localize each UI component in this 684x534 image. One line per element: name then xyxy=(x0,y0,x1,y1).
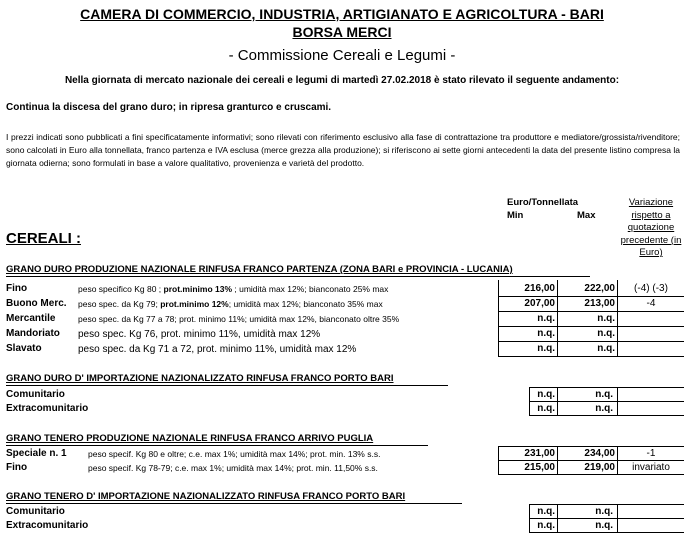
row-description: peso spec. da Kg 71 a 72, prot. minimo 11%, umidità max 12% xyxy=(78,344,357,355)
row-description: peso spec. da Kg 77 a 78; prot. minimo 11%; umidità max 12%, bianconato oltre 35% xyxy=(78,314,400,324)
row-label: Extracomunitario xyxy=(6,403,89,414)
row-description: peso specif. Kg 80 e oltre; c.e. max 1%; umidità max 14%; prot. min. 13% s.s. xyxy=(88,449,381,459)
section-title: GRANO TENERO PRODUZIONE NAZIONALE RINFUSA FRANCO ARRIVO PUGLIA xyxy=(6,433,374,444)
price-max: n.q. xyxy=(597,343,615,354)
row-label: Comunitario xyxy=(6,506,65,517)
section-title: GRANO TENERO D' IMPORTAZIONE NAZIONALIZZATO RINFUSA FRANCO PORTO BARI xyxy=(6,491,406,502)
unit-heading: Euro/Tonnellata xyxy=(507,197,579,208)
row-label: Fino xyxy=(6,283,28,294)
section-title: GRANO DURO D' IMPORTAZIONE NAZIONALIZZATO RINFUSA FRANCO PORTO BARI xyxy=(6,373,394,384)
price-min: 215,00 xyxy=(524,462,555,473)
price-max: n.q. xyxy=(595,506,613,517)
price-variation: -1 xyxy=(646,448,656,459)
row-description: peso spec. da Kg 79; prot.minimo 12%; umidità max 12%; bianconato 35% max xyxy=(78,299,383,309)
row-description: peso specif. Kg 78-79; c.e. max 1%; umidità max 14%; prot. min. 11,50% s.s. xyxy=(88,463,378,473)
row-label: Extracomunitario xyxy=(6,520,89,531)
price-min: n.q. xyxy=(537,328,555,339)
row-label: Mercantile xyxy=(6,313,56,324)
price-max: 222,00 xyxy=(584,283,615,294)
price-min: 231,00 xyxy=(524,448,555,459)
price-variation: (-4) (-3) xyxy=(634,283,668,294)
row-label: Speciale n. 1 xyxy=(6,448,67,459)
commission-title: - Commissione Cereali e Legumi - xyxy=(228,47,456,64)
row-label: Mandoriato xyxy=(6,328,60,339)
row-label: Slavato xyxy=(6,343,42,354)
chamber-title: CAMERA DI COMMERCIO, INDUSTRIA, ARTIGIANATO E AGRICOLTURA - BARI xyxy=(80,6,604,22)
price-min: n.q. xyxy=(537,389,555,400)
price-min: n.q. xyxy=(537,506,555,517)
category-heading: CEREALI : xyxy=(6,230,81,247)
price-max: n.q. xyxy=(597,328,615,339)
price-min: n.q. xyxy=(537,343,555,354)
row-label: Comunitario xyxy=(6,389,65,400)
row-description: peso specifico Kg 80 ; prot.minimo 13% ; umidità max 12%; bianconato 25% max xyxy=(78,284,389,294)
price-min: 207,00 xyxy=(524,298,555,309)
price-min: n.q. xyxy=(537,313,555,324)
disclaimer-text: I prezzi indicati sono pubblicati a fini specificatamente informativi; sono rilevati con riferimento esclusivo alla fase di contrattazione tra produttore e mediatore/grossista/rivenditore; sono calcolati in Euro alla tonnellata, franco partenza e IVA esclusa (merce grezza alla produzione); si riferiscono ai sette giorni antecedenti la data del presente listino compresa la giornata odierna; sono formulati in base a valore qualitativo, provenienza e varietà del prodotto. xyxy=(6,132,680,168)
section-title: GRANO DURO PRODUZIONE NAZIONALE RINFUSA FRANCO PARTENZA (ZONA BARI e PROVINCIA - LUCANIA) xyxy=(6,264,513,275)
price-max: n.q. xyxy=(595,389,613,400)
row-label: Fino xyxy=(6,462,28,473)
market-trend: Continua la discesa del grano duro; in ripresa granturco e cruscami. xyxy=(6,102,332,113)
price-min: 216,00 xyxy=(524,283,555,294)
price-max: n.q. xyxy=(597,313,615,324)
row-description: peso spec. Kg 76, prot. minimo 11%, umidità max 12% xyxy=(78,329,321,340)
price-variation: -4 xyxy=(646,298,656,309)
min-heading: Min xyxy=(507,210,524,221)
variation-heading: Variazione rispetto a quotazione precedente (in Euro) xyxy=(620,197,682,258)
exchange-title: BORSA MERCI xyxy=(292,24,392,40)
max-heading: Max xyxy=(577,210,596,221)
row-label: Buono Merc. xyxy=(6,298,67,309)
price-variation: invariato xyxy=(632,462,670,473)
price-max: n.q. xyxy=(595,520,613,531)
price-min: n.q. xyxy=(537,403,555,414)
price-max: 213,00 xyxy=(584,298,615,309)
price-max: 234,00 xyxy=(584,448,615,459)
market-intro: Nella giornata di mercato nazionale dei cereali e legumi di martedì 27.02.2018 è stato rilevato il seguente andamento: xyxy=(64,75,620,86)
price-min: n.q. xyxy=(537,520,555,531)
price-max: n.q. xyxy=(595,403,613,414)
price-max: 219,00 xyxy=(584,462,615,473)
